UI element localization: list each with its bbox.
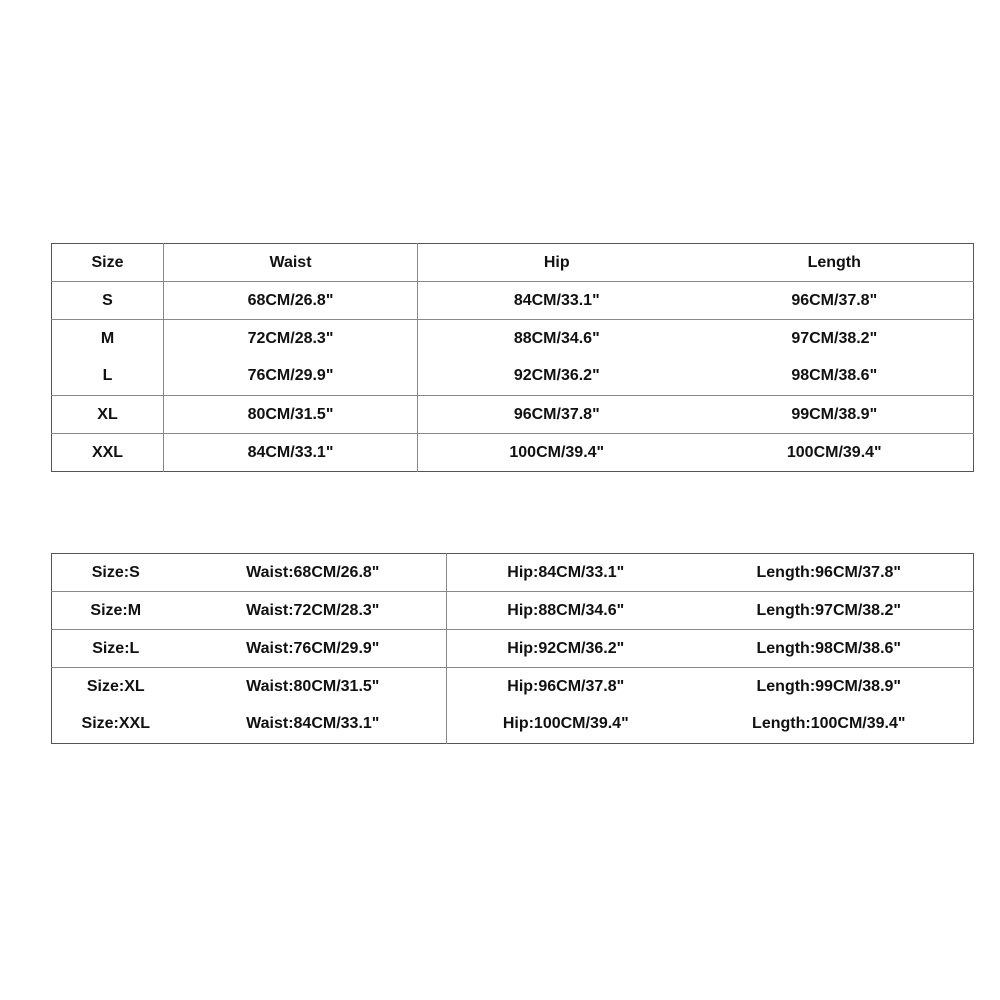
table-row <box>52 592 974 630</box>
length-cell: Length:97CM/38.2" <box>685 592 974 630</box>
length-cell: Length:96CM/37.8" <box>685 554 974 592</box>
hip-cell: Hip:100CM/39.4" <box>502 715 629 733</box>
length-cell: 99CM/38.9" <box>696 396 974 434</box>
waist-cell: 84CM/33.1" <box>164 434 418 472</box>
waist-cell: 80CM/31.5" <box>164 396 418 434</box>
waist-cell: 68CM/26.8" <box>164 282 418 320</box>
waist-cell: Waist:80CM/31.5" <box>180 668 447 706</box>
size-cell: S <box>52 282 164 320</box>
length-cell: 98CM/38.6" <box>696 358 974 396</box>
length-cell: 97CM/38.2" <box>791 329 878 347</box>
size-chart-table-1 <box>51 243 974 472</box>
size-chart-table-2 <box>51 553 974 744</box>
hip-cell: Hip:84CM/33.1" <box>447 554 685 592</box>
table-row <box>52 706 974 744</box>
header-length: Length <box>696 244 974 282</box>
length-cell: 96CM/37.8" <box>696 282 974 320</box>
waist-cell: 72CM/28.3" <box>164 320 418 358</box>
table-header-row <box>52 244 974 282</box>
hip-cell: Hip:96CM/37.8" <box>507 677 625 695</box>
size-cell: XXL <box>52 434 164 472</box>
table-row <box>52 320 974 358</box>
table-row <box>52 630 974 668</box>
header-waist: Waist <box>164 244 418 282</box>
waist-cell: Waist:84CM/33.1" <box>180 706 447 744</box>
waist-cell: Waist:76CM/29.9" <box>180 630 447 668</box>
table-row <box>52 358 974 396</box>
waist-cell: Waist:72CM/28.3" <box>180 592 447 630</box>
size-cell: Size:XXL <box>81 715 150 733</box>
hip-cell: 92CM/36.2" <box>418 358 696 396</box>
size-cell: M <box>52 320 164 358</box>
header-size: Size <box>52 244 164 282</box>
table-row <box>52 554 974 592</box>
waist-cell: Waist:68CM/26.8" <box>180 554 447 592</box>
size-cell: Size:XL <box>86 677 145 695</box>
hip-cell: 88CM/34.6" <box>513 329 600 347</box>
length-cell: Length:99CM/38.9" <box>756 677 901 695</box>
hip-cell: 100CM/39.4" <box>509 443 605 461</box>
size-cell: XL <box>52 396 164 434</box>
length-cell: Length:100CM/39.4" <box>752 715 906 733</box>
size-cell: Size:L <box>52 630 180 668</box>
length-cell: 100CM/39.4" <box>786 443 882 461</box>
waist-cell: 76CM/29.9" <box>164 358 418 396</box>
table-row <box>52 396 974 434</box>
size-cell: L <box>52 358 164 396</box>
size-cell: Size:M <box>52 592 180 630</box>
size-cell: Size:S <box>52 554 180 592</box>
hip-cell: Hip:88CM/34.6" <box>447 592 685 630</box>
table-row <box>52 668 974 706</box>
hip-cell: 84CM/33.1" <box>418 282 696 320</box>
table-row <box>52 282 974 320</box>
hip-cell: 96CM/37.8" <box>418 396 696 434</box>
length-cell: Length:98CM/38.6" <box>685 630 974 668</box>
hip-cell: Hip:92CM/36.2" <box>447 630 685 668</box>
header-hip: Hip <box>418 244 696 282</box>
table-row <box>52 434 974 472</box>
